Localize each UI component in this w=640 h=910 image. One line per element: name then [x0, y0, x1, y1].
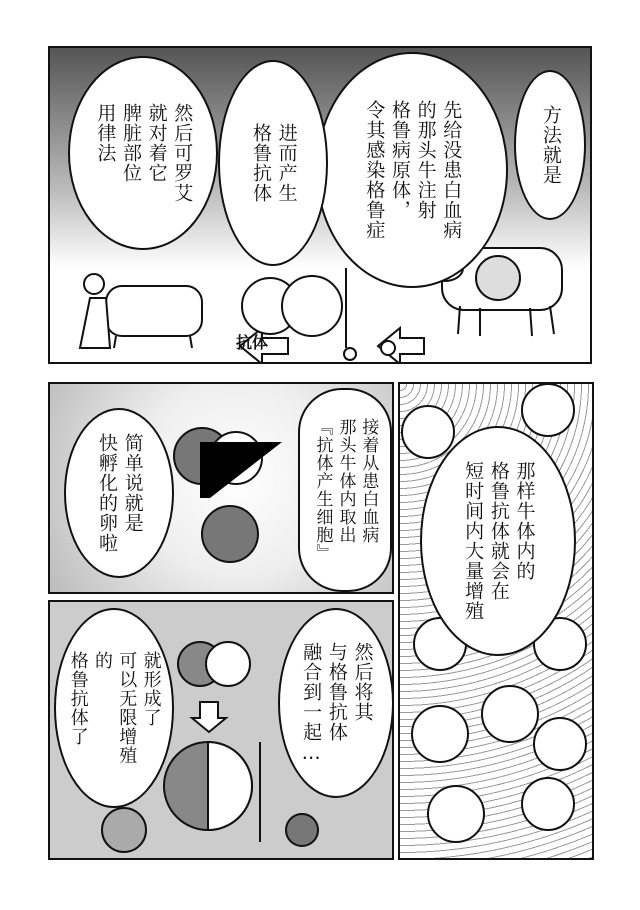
- panel-middle-left: [48, 382, 394, 594]
- black-shard-shape: [200, 442, 282, 498]
- method-text: 方法就是: [539, 105, 562, 185]
- speech-bubble-infinite: [54, 608, 174, 808]
- speech-bubble-fuse: [278, 608, 394, 798]
- speech-bubble-multiply: [420, 426, 576, 656]
- apply-text: 然后可罗艾 就对着它 脾脏部位 用律法: [94, 103, 194, 203]
- antibody-label: 抗体: [236, 333, 269, 352]
- speech-bubble-apply: [68, 56, 218, 250]
- simple-text: 简单说就是 快孵化的卵啦: [96, 433, 144, 553]
- panel-right-tall: [398, 382, 594, 860]
- speech-bubble-inject: [316, 52, 508, 288]
- multiply-text: 那样牛体内的 格鲁抗体就会在 短时间内大量增殖: [462, 461, 536, 621]
- speech-bubble-method: [514, 70, 586, 220]
- speech-bubble-antibody: [218, 60, 328, 266]
- panel-top: [48, 46, 592, 364]
- panel-bottom-left: [48, 600, 394, 860]
- antibody-text: 进而产生 格鲁抗体: [250, 123, 298, 203]
- speech-bubble-simple: [64, 408, 174, 578]
- infinite-text: 就形成了 可以无限增殖 的 格鲁抗体了: [67, 651, 162, 765]
- inject-text: 先给没患白血病 的那头牛注射 格鲁病原体， 令其感染格鲁症: [363, 100, 463, 240]
- speech-bubble-extract: [298, 388, 392, 592]
- extract-text: 接着从患白血病 那头牛体内取出 『抗体产生细胞』: [312, 418, 379, 562]
- cow-with-figure-drawing: [80, 274, 202, 348]
- fuse-text: 然后将其 与格鲁抗体 融合到一起…: [300, 641, 374, 765]
